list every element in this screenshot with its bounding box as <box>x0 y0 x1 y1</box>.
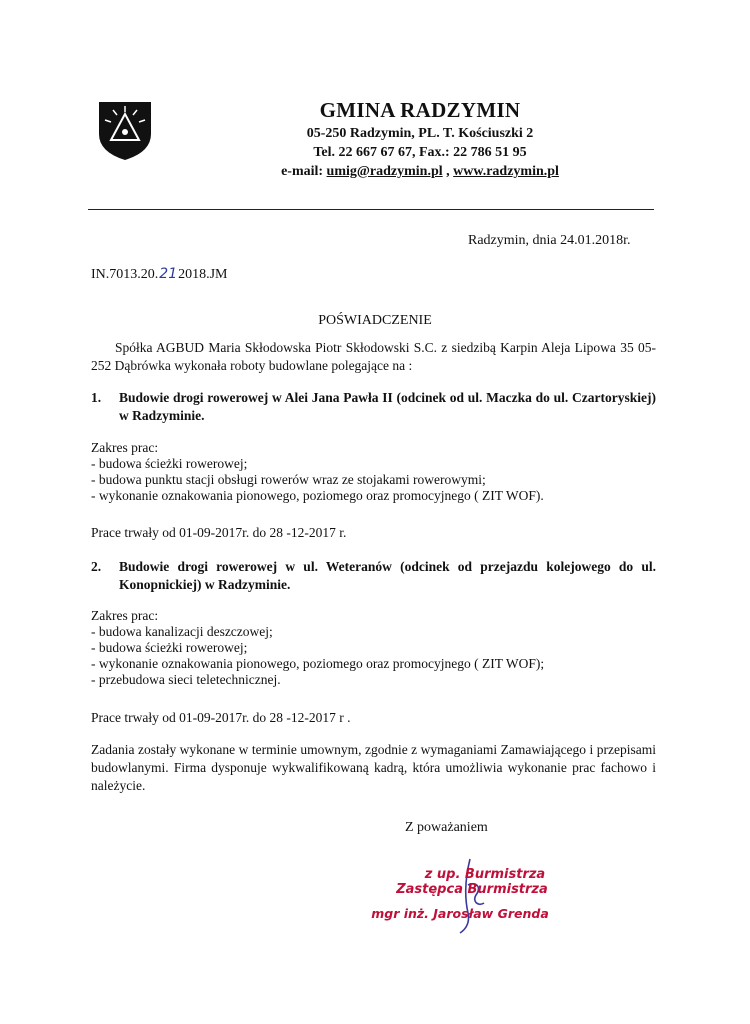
header-divider <box>88 209 654 210</box>
scope-entry: - wykonanie oznakowania pionowego, poziomego oraz promocyjnego ( ZIT WOF). <box>91 488 544 503</box>
document-date: Radzymin, dnia 24.01.2018r. <box>468 233 631 248</box>
intro-paragraph: Spółka AGBUD Maria Skłodowska Piotr Skłodowski S.C. z siedzibą Karpin Aleja Lipowa 35 05-252 Dąbrówka wykonała roboty budowlane polegające na : <box>91 340 656 373</box>
ref-handwritten: 21 <box>159 266 178 282</box>
scope-entry: - budowa punktu stacji obsługi rowerów wraz ze stojakami rowerowymi; <box>91 472 486 487</box>
scope-list-1 <box>91 440 656 504</box>
scope-label: Zakres prac: <box>91 440 159 455</box>
work-period-1: Prace trwały od 01-09-2017r. do 28 -12-2017 r. <box>91 525 347 540</box>
final-paragraph: Zadania zostały wykonane w terminie umownym, zgodnie z wymaganiami Zamawiającego i przepisami budowlanymi. Firma dysponuje wykwalifikowaną kadrą, która umożliwia wykonanie prac fachowo i należycie. <box>91 742 656 793</box>
scope-entry: - budowa ścieżki rowerowej; <box>91 456 248 471</box>
org-phone: Tel. 22 667 67 67, Fax.: 22 786 51 95 <box>313 145 527 160</box>
contact-separator: , <box>442 164 454 179</box>
reference-number <box>91 266 228 283</box>
document-title: POŚWIADCZENIE <box>318 313 432 328</box>
org-name: GMINA RADZYMIN <box>319 98 521 122</box>
scope-entry: - przebudowa sieci teletechnicznej. <box>91 672 281 687</box>
ref-prefix: IN.7013.20. <box>91 267 159 282</box>
scope-entry: - budowa ścieżki rowerowej; <box>91 640 248 655</box>
work-item-1 <box>91 389 656 425</box>
stamp-signatory: mgr inż. Jarosław Grenda <box>371 906 549 921</box>
scope-entry: - wykonanie oznakowania pionowego, poziomego oraz promocyjnego ( ZIT WOF); <box>91 656 545 671</box>
email-label: e-mail: <box>281 164 327 179</box>
org-address: 05-250 Radzymin, PL. T. Kościuszki 2 <box>306 126 534 141</box>
stamp-line-1: z up. Burmistrza <box>424 867 546 882</box>
item-number: 2. <box>91 559 102 574</box>
work-item-2 <box>91 558 656 594</box>
org-contact <box>250 164 590 180</box>
scope-list-2 <box>91 608 656 688</box>
ref-suffix: 2018.JM <box>178 267 228 282</box>
item-number: 1. <box>91 390 102 405</box>
closing-salutation: Z poważaniem <box>405 820 488 835</box>
item-title: Budowie drogi rowerowej w Alei Jana Pawła II (odcinek od ul. Maczka do ul. Czartoryskiej) w Radzyminie. <box>119 390 656 423</box>
scope-label: Zakres prac: <box>91 608 159 623</box>
coat-of-arms-logo <box>95 100 155 162</box>
work-period-2: Prace trwały od 01-09-2017r. do 28 -12-2017 r . <box>91 710 351 725</box>
stamp-line-2: Zastępca Burmistrza <box>396 882 548 897</box>
website-link[interactable]: www.radzymin.pl <box>453 164 559 179</box>
email-link[interactable]: umig@radzymin.pl <box>326 164 443 179</box>
scope-entry: - budowa kanalizacji deszczowej; <box>91 624 273 639</box>
item-title: Budowie drogi rowerowej w ul. Weteranów (odcinek od przejazdu kolejowego do ul. Konopnickiej) w Radzyminie. <box>119 559 656 592</box>
